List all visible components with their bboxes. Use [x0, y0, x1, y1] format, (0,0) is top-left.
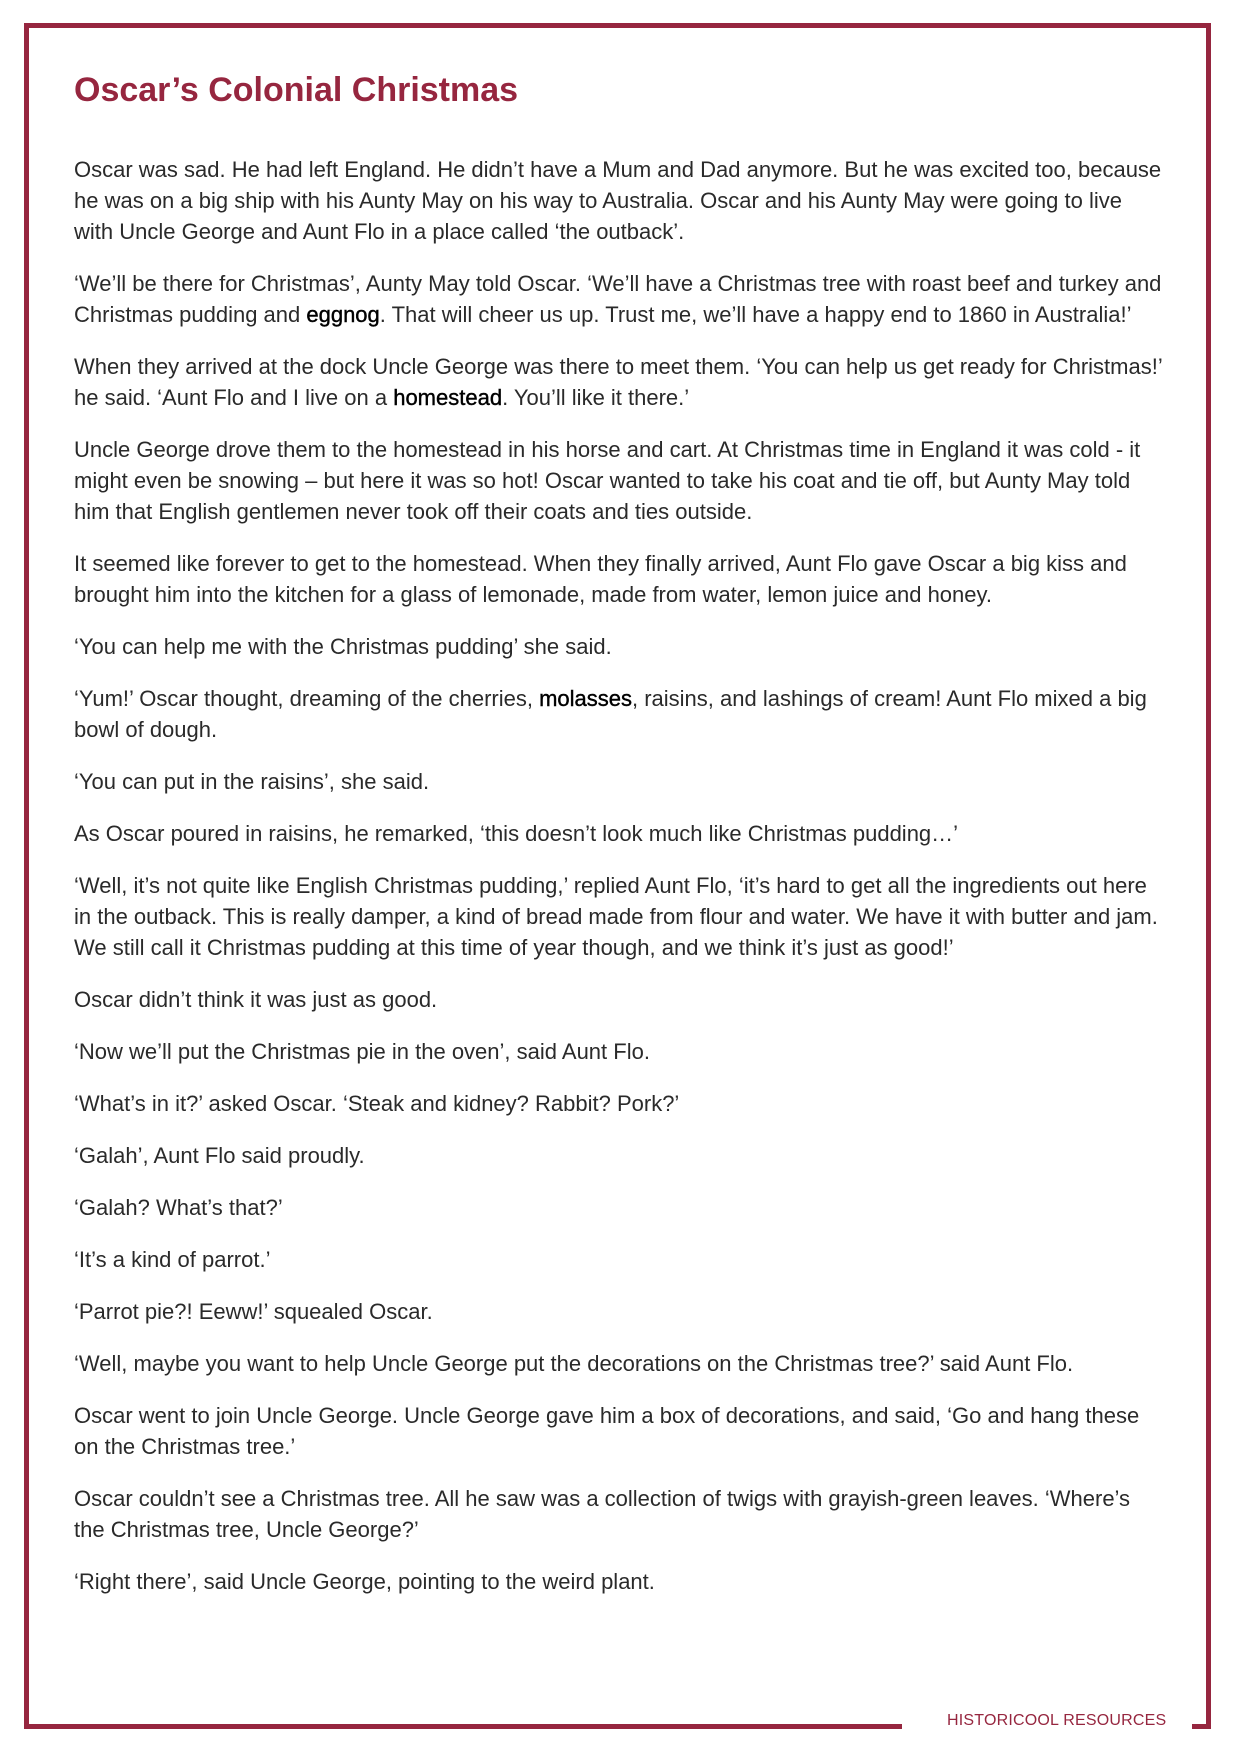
story-paragraph: Uncle George drove them to the homestead in his horse and cart. At Christmas time in England it was cold - it might even be snowing – but here it was so hot! Oscar wanted to take his coat and tie off, but Aunty May told him that English gentlemen never took off their coats and ties outside. — [74, 437, 1141, 524]
glossary-term-molasses: molasses — [539, 686, 632, 711]
story-paragraph: ‘Now we’ll put the Christmas pie in the oven’, said Aunt Flo. — [74, 1039, 650, 1064]
story-paragraph: ‘Well, maybe you want to help Uncle George put the decorations on the Christmas tree?’ said Aunt Flo. — [74, 1351, 1074, 1376]
story-paragraph: Oscar couldn’t see a Christmas tree. All he saw was a collection of twigs with grayish-green leaves. ‘Where’s the Christmas tree, Uncle George?’ — [74, 1486, 1131, 1542]
story-paragraph: ‘Yum!’ Oscar thought, dreaming of the cherries, molasses, raisins, and lashings of cream! Aunt Flo mixed a big bowl of dough. — [74, 686, 1147, 742]
story-paragraph: ‘What’s in it?’ asked Oscar. ‘Steak and kidney? Rabbit? Pork?’ — [74, 1091, 680, 1116]
glossary-term-homestead: homestead — [393, 385, 503, 410]
story-paragraph: ‘It’s a kind of parrot.’ — [74, 1247, 271, 1272]
story-paragraph: ‘You can help me with the Christmas pudding’ she said. — [74, 634, 612, 659]
story-paragraph: ‘We’ll be there for Christmas’, Aunty May told Oscar. ‘We’ll have a Christmas tree with roast beef and turkey and Christmas pudding and eggnog. That will cheer us up. Trust me, we’ll have a happy end to 1860 in Australia!’ — [74, 271, 1162, 327]
story-paragraph: ‘Parrot pie?! Eeww!’ squealed Oscar. — [74, 1299, 433, 1324]
story-paragraph: ‘Galah? What’s that?’ — [74, 1195, 283, 1220]
story-paragraph: ‘Galah’, Aunt Flo said proudly. — [74, 1143, 365, 1168]
story-content — [74, 66, 1164, 1618]
footer-publisher: HISTORICOOL RESOURCES — [947, 1712, 1167, 1729]
story-paragraph: Oscar was sad. He had left England. He didn’t have a Mum and Dad anymore. But he was excited too, because he was on a big ship with his Aunty May on his way to Australia. Oscar and his Aunty May were going to live with Uncle George and Aunt Flo in a place called ‘the outback’. — [74, 157, 1162, 244]
page-title: Oscar’s Colonial Christmas — [74, 71, 519, 109]
page-border-bottom-left — [24, 1724, 902, 1729]
story-paragraph: Oscar didn’t think it was just as good. — [74, 987, 438, 1012]
story-paragraph: When they arrived at the dock Uncle George was there to meet them. ‘You can help us get ready for Christmas!’ he said. ‘Aunt Flo and I live on a homestead. You’ll like it there.’ — [74, 354, 1162, 410]
story-paragraph: ‘You can put in the raisins’, she said. — [74, 769, 430, 794]
story-paragraph: As Oscar poured in raisins, he remarked, ‘this doesn’t look much like Christmas pudding…’ — [74, 821, 959, 846]
story-paragraph: It seemed like forever to get to the homestead. When they finally arrived, Aunt Flo gave Oscar a big kiss and brought him into the kitchen for a glass of lemonade, made from water, lemon juice and honey. — [74, 551, 1127, 607]
story-paragraph: Oscar went to join Uncle George. Uncle George gave him a box of decorations, and said, ‘Go and hang these on the Christmas tree.’ — [74, 1403, 1140, 1459]
glossary-term-eggnog: eggnog — [306, 302, 380, 327]
story-paragraph: ‘Well, it’s not quite like English Christmas pudding,’ replied Aunt Flo, ‘it’s hard to get all the ingredients out here in the outback. This is really damper, a kind of bread made from flour and water. We have it with butter and jam. We still call it Christmas pudding at this time of year though, and we think it’s just as good!’ — [74, 873, 1158, 960]
story-paragraph: ‘Right there’, said Uncle George, pointing to the weird plant. — [74, 1569, 655, 1594]
page-border-bottom-right — [1192, 1724, 1211, 1729]
